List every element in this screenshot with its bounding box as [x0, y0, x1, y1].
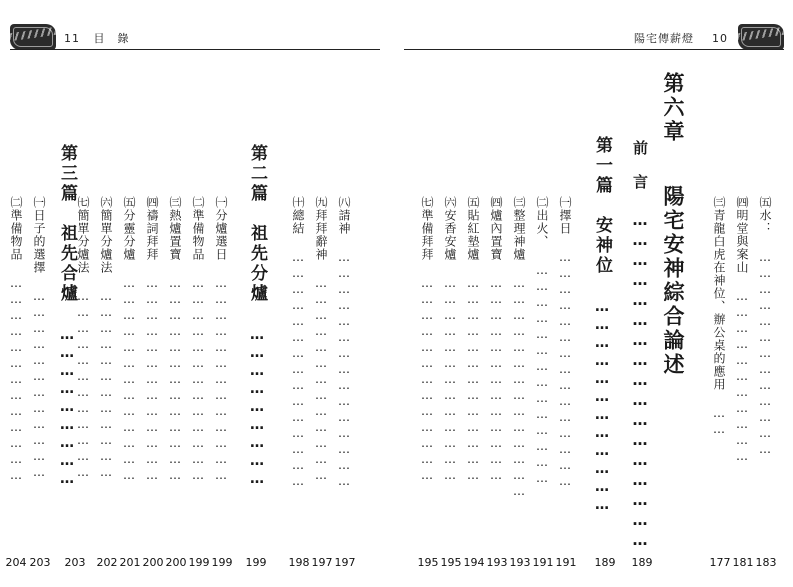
toc-entry-dots: …………………………………	[443, 276, 457, 484]
toc-entry[interactable]	[123, 196, 135, 566]
toc-entry-label: ㈡準備物品	[9, 196, 23, 261]
toc-entry-dots: …………………………………	[145, 276, 159, 484]
toc-entry-dots: ………………………………	[32, 289, 46, 481]
toc-entry-page: 203	[29, 556, 51, 569]
toc-entry-page: 181	[732, 556, 754, 569]
toc-entry-label: ㈦準備拜拜	[420, 196, 434, 261]
toc-entry-page: 199	[188, 556, 210, 569]
toc-entry-dots: …………………………………	[420, 276, 434, 484]
toc-entry[interactable]	[421, 196, 433, 566]
toc-entry-dots: ………………………………	[76, 289, 90, 481]
toc-entry-dots: ………………………………………	[558, 250, 572, 490]
toc-entry-dots: …………………………………	[9, 276, 23, 484]
toc-entry[interactable]	[444, 196, 456, 566]
toc-entry-label: ㈡準備物品	[191, 196, 205, 261]
toc-entry-page: 177	[709, 556, 731, 569]
header-left-text	[64, 30, 130, 46]
toc-entry[interactable]	[315, 196, 327, 566]
toc-entry-page: 183	[755, 556, 777, 569]
toc-entry[interactable]	[215, 196, 227, 566]
toc-entry-page: 203	[64, 556, 86, 569]
toc-entry-label: ㈩總結	[291, 196, 305, 235]
toc-entry-dots: ……………………………………	[512, 276, 526, 500]
toc-entry-page: 191	[555, 556, 577, 569]
toc-entry[interactable]	[100, 196, 112, 566]
header-right-title: 陽宅傳薪燈	[634, 32, 694, 45]
toc-entry[interactable]	[10, 196, 22, 566]
toc-entry-label: 第二篇 祖先分爐	[247, 144, 267, 304]
chapter-label: 第六章	[661, 72, 685, 144]
toc-entry-part[interactable]	[248, 144, 265, 560]
toc-entry-page: 200	[142, 556, 164, 569]
toc-entry-page: 199	[245, 556, 267, 569]
toc-entry-label: ㈦簡單分爐法	[76, 196, 90, 274]
toc-entry-dots: ……………………………………	[535, 263, 549, 487]
toc-entry-dots: …………………………………	[758, 250, 772, 458]
toc-entry[interactable]	[467, 196, 479, 566]
toc-entry-page: 201	[119, 556, 141, 569]
book-ornament-icon	[10, 24, 56, 50]
toc-entry-page: 189	[631, 556, 653, 569]
toc-entry-label: ㈥簡單分爐法	[99, 196, 113, 274]
toc-entry-label: ㈧請神	[337, 196, 351, 235]
toc-entry-label: ㈢熱爐置寶	[168, 196, 182, 261]
toc-entry-dots: ………………………………………	[291, 250, 305, 490]
toc-entry-dots: …………………………………	[214, 276, 228, 484]
toc-entry-dots: …………………………………	[314, 276, 328, 484]
toc-entry-dots: ……………………………	[735, 289, 749, 465]
header-left-label: 目 錄	[93, 32, 130, 45]
toc-entry-part[interactable]	[58, 144, 75, 560]
toc-entry[interactable]	[292, 196, 304, 566]
toc-entry-preface[interactable]	[632, 140, 647, 560]
toc-entry[interactable]	[490, 196, 502, 566]
toc-entry-page: 198	[288, 556, 310, 569]
toc-entry[interactable]	[338, 196, 350, 566]
toc-entry-label: ㈢整理神爐	[512, 196, 526, 261]
toc-entry-page: 189	[594, 556, 616, 569]
toc-entry-part[interactable]	[593, 136, 610, 560]
toc-entry-page: 199	[211, 556, 233, 569]
toc-entry-label: ㈥安香安爐	[443, 196, 457, 261]
header-rule-left	[10, 49, 380, 50]
toc-entry[interactable]	[536, 196, 548, 566]
toc-entry-label: 第一篇 安神位	[592, 136, 612, 276]
toc-entry[interactable]	[759, 196, 771, 566]
book-ornament-icon	[738, 24, 784, 50]
toc-entry-dots: …………………………………	[489, 276, 503, 484]
header-right-folio: 10	[712, 32, 728, 45]
header-left-folio: 11	[64, 32, 80, 45]
toc-entry-label: ㈨拜拜辭神	[314, 196, 328, 261]
toc-entry[interactable]	[713, 196, 725, 566]
header-left	[10, 20, 380, 54]
toc-entry-page: 197	[311, 556, 333, 569]
toc-entry-page: 193	[509, 556, 531, 569]
toc-entry-dots: …………………………………	[466, 276, 480, 484]
toc-entry-dots: ………………………	[249, 327, 265, 489]
header-rule-right	[404, 49, 784, 50]
toc-entry-dots: ……	[712, 406, 726, 438]
toc-entry[interactable]	[77, 196, 89, 566]
toc-entry-label: ㈢青龍白虎在神位、辦公桌的應用	[712, 196, 726, 391]
toc-entry-label: ㈤貼紅墊爐	[466, 196, 480, 261]
toc-entry[interactable]	[192, 196, 204, 566]
toc-entry-label: 前 言	[631, 140, 649, 191]
toc-entry-label: ㈠日子的選擇	[32, 196, 46, 274]
toc-entry-dots: ………………………………………	[337, 250, 351, 490]
toc-entry[interactable]	[33, 196, 45, 566]
toc-entry-dots: …………………………………	[122, 276, 136, 484]
toc-entry-dots: ……………………………………………	[631, 211, 649, 551]
toc-entry-page: 202	[96, 556, 118, 569]
toc-entry-page: 194	[463, 556, 485, 569]
chapter-title: 陽宅安神綜合論述	[661, 185, 685, 377]
toc-entry-page: 195	[440, 556, 462, 569]
toc-entry-label: ㈣禱詞拜拜	[145, 196, 159, 261]
toc-entry-page: 200	[165, 556, 187, 569]
toc-entry-dots: ………………………………	[99, 289, 113, 481]
toc-entry-page: 191	[532, 556, 554, 569]
toc-entry-label: 第三篇 祖先合爐	[57, 144, 77, 304]
toc-entry[interactable]	[513, 196, 525, 566]
toc-entry-label: ㈡出火、	[535, 196, 549, 248]
toc-entry-label: ㈤水：	[758, 196, 772, 235]
toc-entry-label: ㈠分爐選日	[214, 196, 228, 261]
toc-entry-page: 197	[334, 556, 356, 569]
chapter-heading	[661, 72, 685, 377]
toc-entry-dots: ………………………	[59, 327, 75, 489]
toc-entry-dots: …………………………………	[168, 276, 182, 484]
toc-entry[interactable]	[736, 196, 748, 566]
toc-entry[interactable]	[146, 196, 158, 566]
toc-entry[interactable]	[559, 196, 571, 566]
toc-entry-page: 204	[5, 556, 27, 569]
toc-entry-page: 195	[417, 556, 439, 569]
toc-entry-label: ㈣爐內置寶	[489, 196, 503, 261]
toc-entry[interactable]	[169, 196, 181, 566]
toc-entry-label: ㈣明堂與案山	[735, 196, 749, 274]
header-right	[404, 20, 784, 54]
toc-entry-page: 193	[486, 556, 508, 569]
header-right-text	[634, 30, 728, 46]
toc-entry-dots: ………………………………	[594, 299, 610, 515]
toc-entry-label: ㈠擇日	[558, 196, 572, 235]
toc-entry-label: ㈤分靈分爐	[122, 196, 136, 261]
toc-entry-dots: …………………………………	[191, 276, 205, 484]
